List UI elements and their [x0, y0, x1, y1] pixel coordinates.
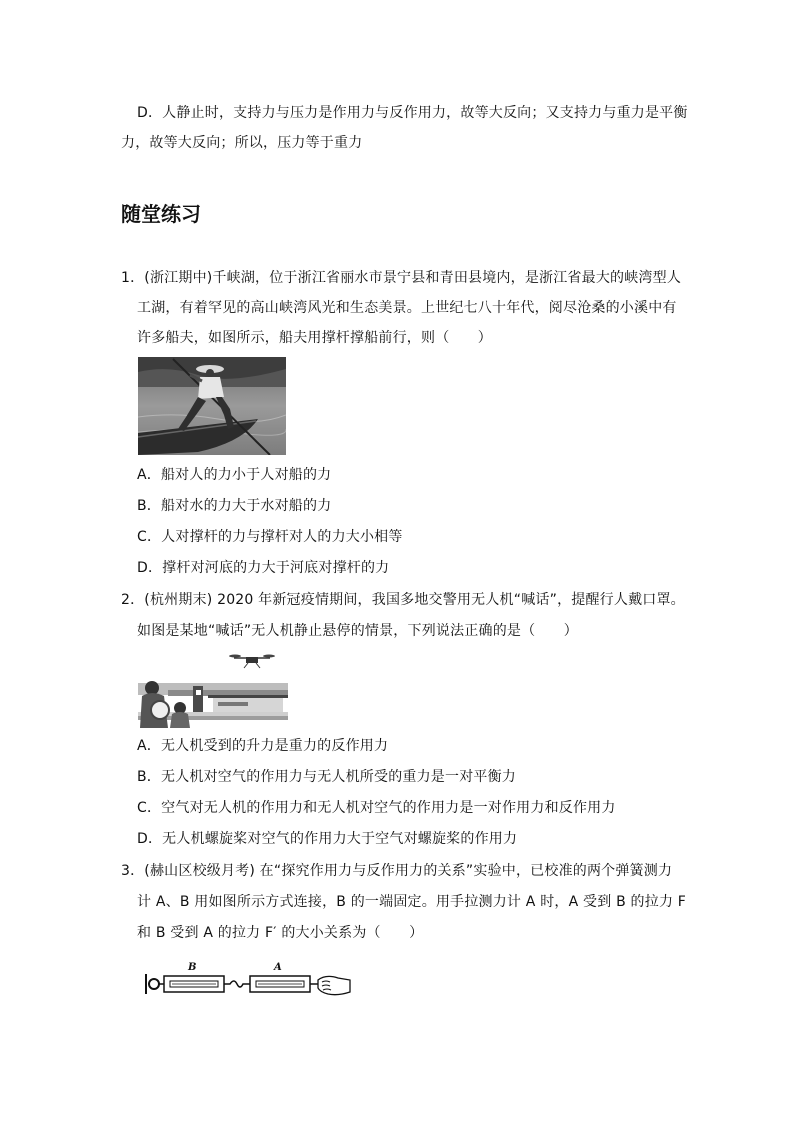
drone-photo — [138, 650, 288, 730]
q2-option-c: C．空气对无人机的作用力和无人机对空气的作用力是一对作用力和反作用力 — [137, 800, 616, 816]
spring-scale-diagram — [142, 960, 354, 1000]
q3-line3: 和 B 受到 A 的拉力 F′ 的大小关系为（ ） — [137, 925, 424, 941]
q3-line1: 3．(赫山区校级月考) 在“探究作用力与反作用力的关系”实验中，已校准的两个弹簧测力 — [121, 863, 673, 879]
section-title: 随堂练习 — [121, 202, 201, 226]
q1-option-c: C．人对撑杆的力与撑杆对人的力大小相等 — [137, 529, 403, 545]
label-a: A — [274, 962, 282, 973]
spring-scale-b — [164, 962, 224, 992]
q1-line2: 工湖，有着罕见的高山峡湾风光和生态美景。上世纪七八十年代，阅尽沧桑的小溪中有 — [137, 300, 677, 316]
q1-option-d: D．撑杆对河底的力大于河底对撑杆的力 — [137, 560, 390, 576]
prev-option-d-line2: 力，故等大反向；所以，压力等于重力 — [121, 135, 363, 151]
prev-option-d-line1: D．人静止时，支持力与压力是作用力与反作用力，故等大反向；又支持力与重力是平衡 — [137, 105, 688, 121]
q2-option-b: B．无人机对空气的作用力与无人机所受的重力是一对平衡力 — [137, 769, 517, 785]
q2-option-d: D．无人机螺旋桨对空气的作用力大于空气对螺旋桨的作用力 — [137, 831, 518, 847]
label-b: B — [188, 962, 197, 973]
q2-line2: 如图是某地“喊话”无人机静止悬停的情景，下列说法正确的是（ ） — [137, 623, 578, 639]
q1-option-b: B．船对水的力大于水对船的力 — [137, 498, 332, 514]
q1-line1: 1．(浙江期中)千峡湖，位于浙江省丽水市景宁县和青田县境内，是浙江省最大的峡湾型人 — [121, 270, 682, 286]
q1-option-a: A．船对人的力小于人对船的力 — [137, 467, 332, 483]
q2-option-a: A．无人机受到的升力是重力的反作用力 — [137, 738, 389, 754]
q2-line1: 2．(杭州期末) 2020 年新冠疫情期间，我国多地交警用无人机“喊话”，提醒行人戴口罩。 — [121, 592, 685, 608]
q1-line3: 许多船夫，如图所示，船夫用撑杆撑船前行，则（ ） — [137, 330, 492, 346]
spring-scale-a — [250, 962, 310, 992]
boatman-photo — [138, 357, 286, 455]
hand-icon — [310, 976, 350, 994]
q3-line2: 计 A、B 用如图所示方式连接，B 的一端固定。用手拉测力计 A 时，A 受到 B 的拉力 F — [137, 894, 687, 910]
